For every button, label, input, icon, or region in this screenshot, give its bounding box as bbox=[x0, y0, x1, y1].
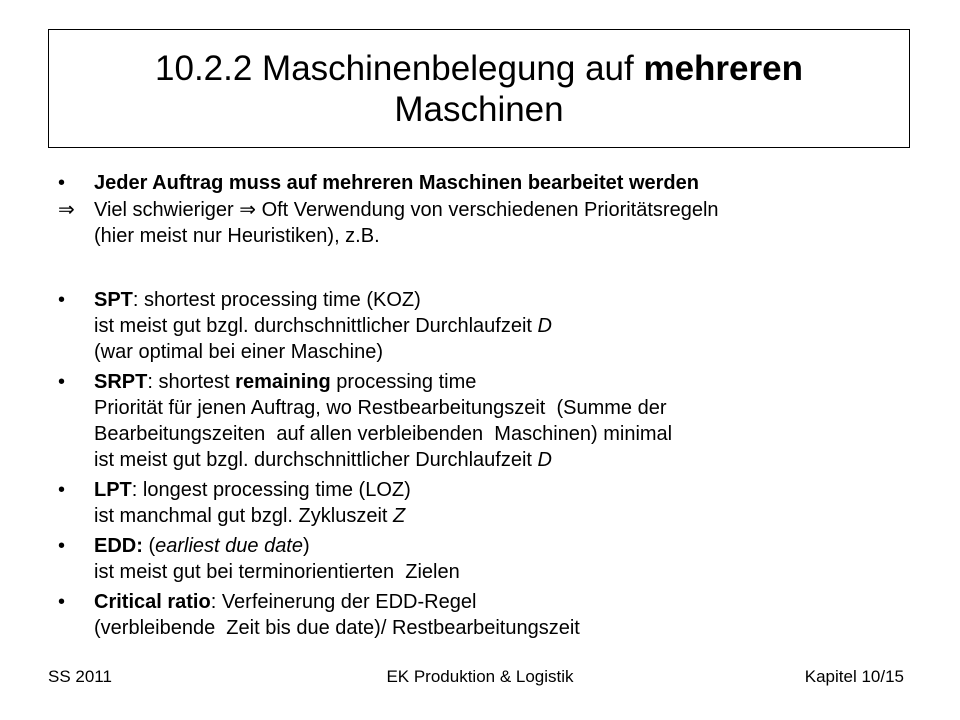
bullet-marker: • bbox=[58, 371, 66, 393]
implies-item bbox=[58, 197, 918, 249]
rule-name: SRPT bbox=[94, 371, 148, 393]
title-line-2: Maschinen bbox=[394, 89, 564, 129]
rule-description: : longest processing time (LOZ) bbox=[131, 479, 411, 501]
rule-variable: D bbox=[537, 315, 552, 337]
rule-description: : Verfeinerung der EDD-Regel bbox=[210, 591, 477, 613]
bullet-marker: • bbox=[58, 479, 66, 501]
intro-bullet-text: Jeder Auftrag muss auf mehreren Maschinen bearbeitet werden bbox=[94, 172, 699, 194]
rule-note: ist meist gut bzgl. durchschnittlicher Durchlaufzeit bbox=[94, 315, 538, 337]
bullet-marker: • bbox=[58, 172, 66, 194]
bullet-marker: • bbox=[58, 535, 66, 557]
implies-text-a: Viel schwieriger bbox=[94, 199, 240, 221]
rule-note: ist meist gut bei terminorientierten Zielen bbox=[94, 561, 460, 583]
rule-paren-open: ( bbox=[142, 535, 156, 557]
title-prefix: 10.2.2 Maschinenbelegung auf bbox=[155, 48, 644, 88]
bullet-marker: • bbox=[58, 591, 66, 613]
rule-note-2: (war optimal bei einer Maschine) bbox=[94, 341, 384, 363]
rule-paren-close: ) bbox=[303, 535, 310, 557]
slide-content bbox=[58, 170, 918, 641]
rule-description-end: processing time bbox=[330, 371, 477, 393]
bullet-marker: • bbox=[58, 289, 66, 311]
rule-description: : shortest bbox=[147, 371, 236, 393]
rule-name: LPT bbox=[94, 479, 132, 501]
footer-course: EK Produktion & Logistik bbox=[386, 667, 574, 686]
intro-bullet bbox=[58, 170, 918, 196]
rule-description: : shortest processing time (KOZ) bbox=[132, 289, 421, 311]
implies-line-2: (hier meist nur Heuristiken), z.B. bbox=[94, 225, 380, 247]
rule-lpt bbox=[58, 477, 918, 529]
rule-spt bbox=[58, 287, 918, 365]
footer-semester: SS 2011 bbox=[48, 667, 112, 686]
rule-note: (verbleibende Zeit bis due date)/ Restbearbeitungszeit bbox=[94, 617, 580, 639]
rule-srpt bbox=[58, 369, 918, 473]
footer-page: Kapitel 10/15 bbox=[804, 667, 904, 686]
implies-arrow-inline-icon: ⇒ bbox=[239, 199, 257, 221]
rule-note-3: ist meist gut bzgl. durchschnittlicher Durchlaufzeit bbox=[94, 449, 538, 471]
implies-text-b: Oft Verwendung von verschiedenen Prioritätsregeln bbox=[256, 199, 719, 221]
rule-note-2: Bearbeitungszeiten auf allen verbleibenden Maschinen) minimal bbox=[94, 423, 673, 445]
title-line-1 bbox=[155, 48, 803, 89]
implies-arrow-icon: ⇒ bbox=[58, 199, 75, 221]
rule-variable: D bbox=[537, 449, 552, 471]
rule-emphasis: remaining bbox=[235, 371, 331, 393]
rule-critical-ratio bbox=[58, 589, 918, 641]
rule-variable: Z bbox=[393, 505, 406, 527]
title-emphasis: mehreren bbox=[643, 48, 803, 88]
rule-edd bbox=[58, 533, 918, 585]
rule-name: Critical ratio bbox=[94, 591, 211, 613]
slide-title bbox=[48, 29, 910, 148]
rule-description: earliest due date bbox=[155, 535, 303, 557]
rule-name: SPT bbox=[94, 289, 133, 311]
rule-note: ist manchmal gut bzgl. Zykluszeit bbox=[94, 505, 393, 527]
rule-name: EDD: bbox=[94, 535, 143, 557]
rule-note: Priorität für jenen Auftrag, wo Restbearbeitungszeit (Summe der bbox=[94, 397, 667, 419]
